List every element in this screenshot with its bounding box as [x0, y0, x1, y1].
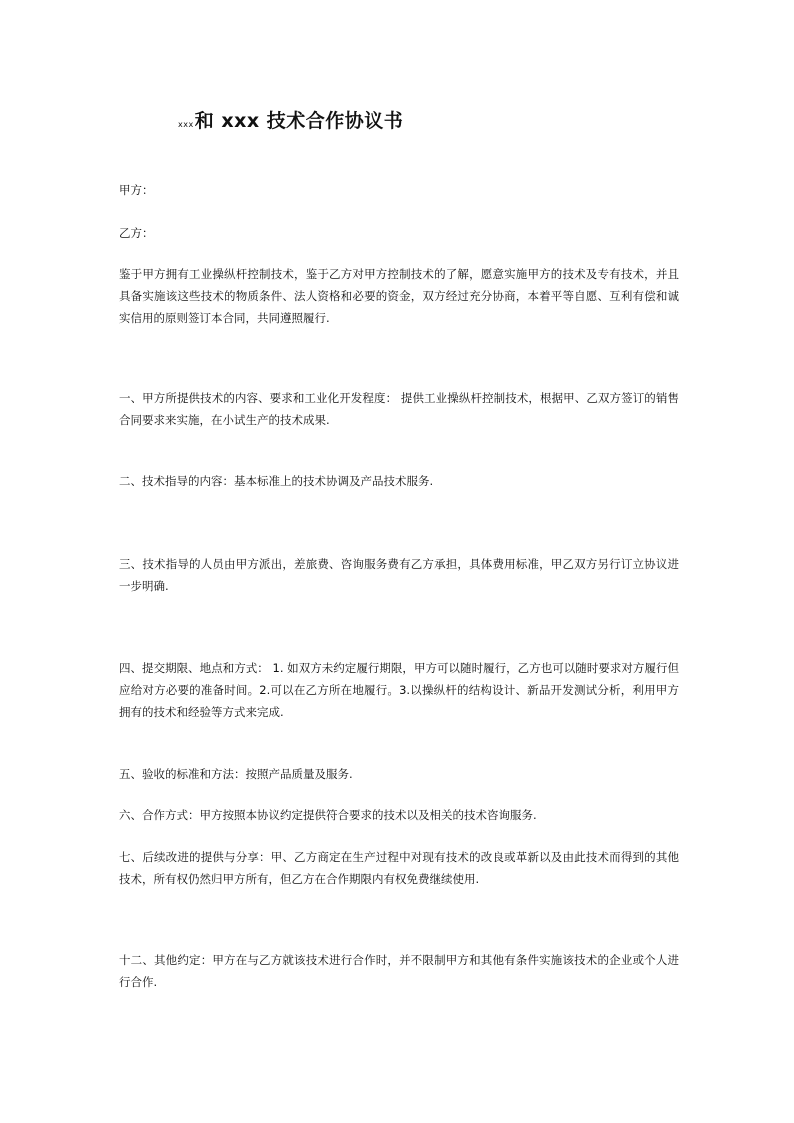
clause-2: 二、技术指导的内容：基本标准上的技术协调及产品技术服务. — [119, 474, 434, 488]
preamble-paragraph: 鉴于甲方拥有工业操纵杆控制技术，鉴于乙方对甲方控制技术的了解，愿意实施甲方的技术及专有技术，并且具备实施该这些技术的物质条件、法人资格和必要的资金，双方经过充分协商，本着平等自愿、互利有偿和诚实信用的原则签订本合同，共同遵照履行. — [119, 267, 679, 325]
clause-6: 六、合作方式：甲方按照本协议约定提供符合要求的技术以及相关的技术咨询服务. — [119, 808, 537, 822]
document-title — [178, 106, 403, 133]
clause-12: 十二、其他约定：甲方在与乙方就该技术进行合作时，并不限制甲方和其他有条件实施该技术的企业或个人进行合作. — [119, 953, 679, 989]
clause-3: 三、技术指导的人员由甲方派出，差旅费、咨询服务费有乙方承担，具体费用标准，甲乙双方另行订立协议进一步明确. — [119, 557, 679, 593]
party-a-line: 甲方： — [119, 183, 154, 197]
party-b-line: 乙方： — [119, 226, 154, 240]
title-prefix: xxx — [178, 120, 194, 129]
title-main: 和 xxx 技术合作协议书 — [194, 110, 404, 132]
clause-4: 四、提交期限、地点和方式： 1. 如双方未约定履行期限，甲方可以随时履行，乙方也可以随时要求对方履行但应给对方必要的准备时间。2.可以在乙方所在地履行。3.以操纵杆的结构设计、新品开发测试分析，利用甲方拥有的技术和经验等方式来完成. — [119, 661, 679, 719]
clause-7: 七、后续改进的提供与分享：甲、乙方商定在生产过程中对现有技术的改良或革新以及由此技术而得到的其他技术，所有权仍然归甲方所有，但乙方在合作期限内有权免费继续使用. — [119, 850, 679, 886]
clause-1: 一、甲方所提供技术的内容、要求和工业化开发程度： 提供工业操纵杆控制技术，根据甲、乙双方签订的销售合同要求来实施，在小试生产的技术成果. — [119, 391, 679, 427]
clause-5: 五、验收的标准和方法：按照产品质量及服务. — [119, 767, 353, 781]
